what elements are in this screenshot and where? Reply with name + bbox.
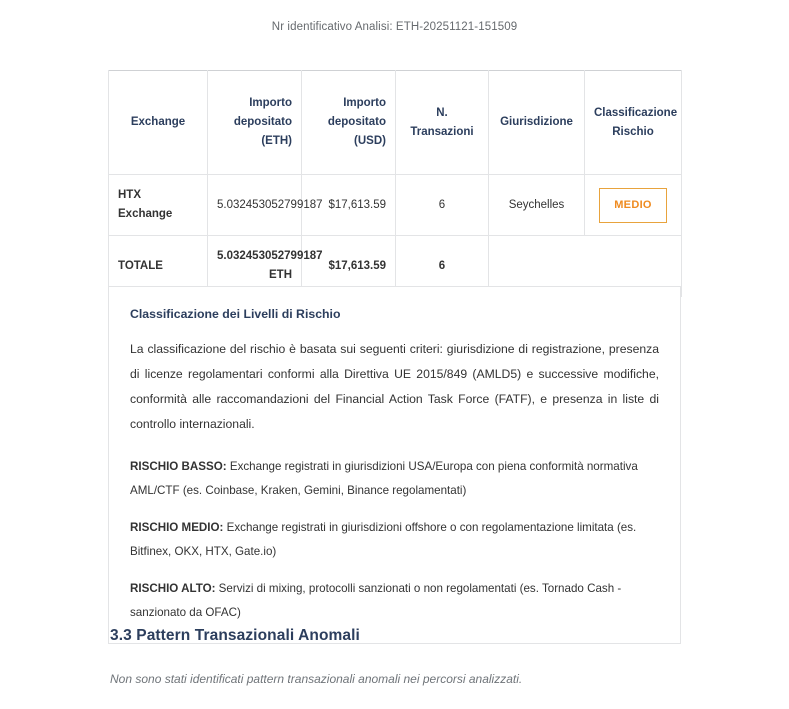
risk-level-high-description: Servizi di mixing, protocolli sanzionati o non regolamentati (es. Tornado Cash - sanzionato da OFAC)	[130, 582, 622, 619]
column-header-transactions	[396, 71, 489, 175]
cell-total-amount-usd: $17,613.59	[302, 236, 396, 297]
risk-classification-intro: La classificazione del rischio è basata sui seguenti criteri: giurisdizione di registrazione, presenza di licenze regolamentari conformi alla Direttiva UE 2015/849 (AMLD5) e successive modifiche, conformità alle raccomandazioni del Financial Action Task Force (FATF), e presenza in liste di controllo internazionali.	[130, 342, 659, 431]
cell-amount-usd: $17,613.59	[302, 175, 396, 236]
risk-level-medium	[130, 516, 659, 564]
cell-amount-eth: 5.032453052799187	[208, 175, 302, 236]
risk-classification-title: Classificazione dei Livelli di Rischio	[130, 307, 341, 321]
cell-total-transactions: 6	[396, 236, 489, 297]
column-header-amount-eth	[208, 71, 302, 175]
analysis-id-header: Nr identificativo Analisi: ETH-20251121-151509	[271, 21, 518, 33]
risk-level-low-label: RISCHIO BASSO:	[130, 460, 227, 473]
risk-level-medium-description: Exchange registrati in giurisdizioni offshore o con regolamentazione limitata (es. Bitfinex, OKX, HTX, Gate.io)	[130, 521, 637, 558]
column-header-amount-usd-line2: depositato	[327, 116, 386, 128]
cell-jurisdiction: Seychelles	[489, 175, 585, 236]
column-header-exchange	[109, 71, 208, 175]
column-header-amount-usd	[302, 71, 396, 175]
column-header-exchange-label: Exchange	[130, 116, 186, 128]
cell-transactions: 6	[396, 175, 489, 236]
cell-total-label: TOTALE	[109, 236, 208, 297]
column-header-jurisdiction	[489, 71, 585, 175]
risk-classification-box	[108, 286, 681, 644]
exchange-table	[108, 70, 682, 297]
section-heading-33: 3.3 Pattern Transazionali Anomali	[110, 627, 360, 644]
cell-total-amount-eth: 5.032453052799187 ETH	[208, 236, 302, 297]
risk-level-medium-label: RISCHIO MEDIO:	[130, 521, 224, 534]
column-header-amount-usd-line1: Importo	[343, 97, 386, 109]
risk-level-low-description: Exchange registrati in giurisdizioni USA/Europa con piena conformità normativa AML/CTF (es. Coinbase, Kraken, Gemini, Binance regolamentati)	[130, 460, 638, 497]
column-header-jurisdiction-label: Giurisdizione	[500, 116, 573, 128]
column-header-amount-eth-line3: (ETH)	[261, 135, 292, 147]
column-header-transactions-line1: N.	[436, 106, 448, 119]
cell-risk	[585, 175, 682, 236]
cell-exchange-name: HTX Exchange	[109, 175, 208, 236]
risk-level-high-label: RISCHIO ALTO:	[130, 582, 216, 595]
column-header-risk-line1: Classificazione	[594, 106, 678, 119]
column-header-risk-line2: Rischio	[612, 125, 654, 138]
table-header	[109, 71, 682, 175]
table-body	[109, 175, 682, 297]
table-row	[109, 175, 682, 236]
table-header-row	[109, 71, 682, 175]
column-header-amount-usd-line3: (USD)	[354, 135, 386, 147]
section-note-33: Non sono stati identificati pattern transazionali anomali nei percorsi analizzati.	[110, 672, 523, 686]
column-header-amount-eth-line1: Importo	[249, 97, 292, 109]
risk-level-high	[130, 577, 659, 625]
status-badge-risk-medium: MEDIO	[599, 188, 667, 223]
column-header-risk	[585, 71, 682, 175]
exchange-table-container	[108, 70, 681, 297]
column-header-amount-eth-line2: depositato	[233, 116, 292, 128]
risk-level-low	[130, 455, 659, 503]
column-header-transactions-line2: Transazioni	[410, 125, 474, 138]
